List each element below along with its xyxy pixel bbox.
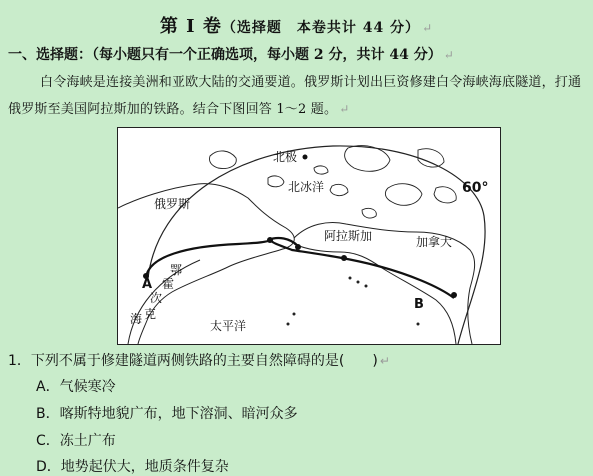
railway-node [267, 237, 273, 243]
railway-endpoint [451, 292, 457, 298]
part-subtitle: （选择题 本卷共计 44 分） [221, 20, 421, 36]
label-arctic-ocean: 北冰洋 [288, 180, 325, 194]
label-okhotsk-3: 次 [150, 291, 163, 305]
label-latitude: 60° [462, 180, 489, 196]
label-pacific: 太平洋 [210, 319, 247, 333]
alaska-south-coast [294, 244, 456, 344]
island-dot [349, 277, 352, 280]
label-canada: 加拿大 [416, 235, 453, 249]
label-point-b: B [414, 297, 424, 312]
label-okhotsk-1: 鄂 [170, 263, 183, 277]
section-heading [8, 44, 454, 64]
railway-node [341, 255, 347, 261]
option-c[interactable]: C．冻土广布 [36, 433, 116, 449]
label-okhotsk-2: 霍 [162, 277, 175, 291]
island-dot [287, 323, 290, 326]
return-mark: ↵ [443, 48, 454, 62]
return-mark: ↵ [379, 354, 390, 368]
part-title: 第 I 卷 [159, 16, 222, 37]
intro-text: 白令海峡是连接美洲和亚欧大陆的交通要道。俄罗斯计划出巨资修建白令海峡海底隧道，打通俄罗斯至美国阿拉斯加的铁路。结合下图回答 1～2 题。 [8, 75, 582, 117]
option-a[interactable]: A．气候寒冷 [36, 379, 116, 395]
label-okhotsk-5: 海 [130, 312, 143, 326]
return-mark: ↵ [422, 21, 434, 35]
label-north-pole: 北极 [273, 150, 298, 164]
island [209, 151, 236, 169]
island [314, 166, 328, 174]
label-point-a: A [142, 277, 153, 292]
question-text: 1．下列不属于修建隧道两侧铁路的主要自然障碍的是( ) [8, 353, 378, 369]
bering-strait-map [117, 127, 501, 345]
label-alaska: 阿拉斯加 [324, 229, 373, 243]
island [434, 187, 456, 203]
north-pole-dot [303, 155, 308, 160]
map-graphic [118, 128, 500, 344]
okhotsk-coast [128, 260, 200, 344]
island-dot [357, 281, 360, 284]
intro-paragraph [8, 70, 586, 123]
island-dot [293, 313, 296, 316]
island-dot [417, 323, 420, 326]
island [418, 149, 444, 167]
label-okhotsk-4: 克 [144, 307, 157, 321]
section-text: 一、选择题：（每小题只有一个正确选项，每小题 2 分，共计 44 分） [8, 47, 442, 63]
exam-part-title [0, 12, 593, 38]
island [268, 176, 284, 187]
label-russia: 俄罗斯 [154, 197, 191, 211]
railway-node [295, 244, 301, 250]
return-mark: ↵ [339, 102, 350, 116]
island [385, 184, 422, 206]
option-b[interactable]: B．喀斯特地貌广布，地下溶洞、暗河众多 [36, 406, 298, 422]
island-dot [365, 285, 368, 288]
island [362, 208, 376, 218]
island [330, 184, 348, 195]
option-d[interactable]: D．地势起伏大，地质条件复杂 [36, 459, 229, 475]
question-1 [8, 350, 390, 370]
